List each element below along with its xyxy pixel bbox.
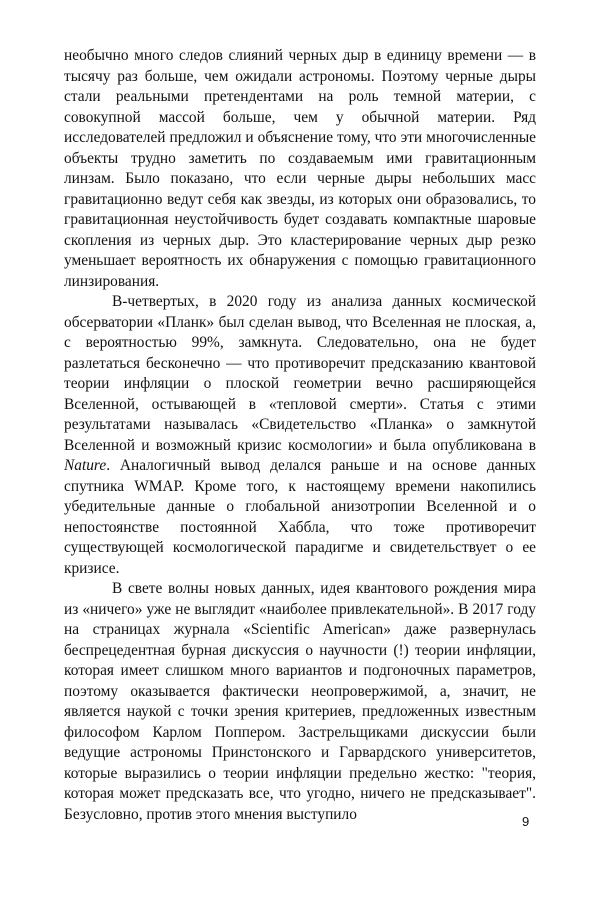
journal-name-nature: Nature (64, 457, 107, 474)
paragraph-2-text-b: . Аналогичный вывод делался раньше и на основе данных спутника WMAP. Кроме того, к настоящему времени накопились убедительные данные о глобальной анизотропии Вселенной и о непостоянстве постоянной Хаббла, что тоже противоречит существующей космологической парадигме и свидетельствует о ее кризисе. (64, 457, 536, 577)
paragraph-2 (64, 292, 536, 579)
paragraph-1-text: необычно много следов слияний черных дыр в единицу времени — в тысячу раз больше, чем ожидали астрономы. Поэтому черные дыры стали реальными претендентами на роль темной материи, с совокупной массой больше, чем у обычной материи. Ряд исследователей предложил и объяснение тому, что эти многочисленные объекты трудно заметить по создаваемым ими гравитационным линзам. Было показано, что если черные дыры небольших масс гравитационно ведут себя как звезды, из которых они образовались, то гравитационная неустойчивость будет создавать компактные шаровые скопления из черных дыр. Это кластерирование черных дыр резко уменьшает вероятность их обнаружения с помощью гравитационного линзирования. (64, 47, 536, 290)
page-text (64, 46, 536, 825)
paragraph-3-text: В свете волны новых данных, идея квантового рождения мира из «ничего» уже не выглядит «наиболее привлекательной». В 2017 году на страницах журнала «Scientific American» даже развернулась беспрецедентная бурная дискуссия о научности (!) теории инфляции, которая имеет слишком много вариантов и подгоночных параметров, поэтому оказывается фактически неопровержимой, а, значит, не является наукой с точки зрения критериев, предложенных известным философом Карлом Поппером. Застрельщиками дискуссии были ведущие астрономы Принстонского и Гарвардского университетов, которые выразились о теории инфляции предельно жестко: "теория, которая может предсказать все, что угодно, ничего не предсказывает". Безусловно, против этого мнения выступило (64, 580, 536, 823)
paragraph-2-text-a: В-четвертых, в 2020 году из анализа данных космической обсерватории «Планк» был сделан вывод, что Вселенная не плоская, а, с вероятностью 99%, замкнута. Следовательно, она не будет разлетаться бесконечно — что противоречит предсказанию квантовой теории инфляции о плоской геометрии вечно расширяющейся Вселенной, остывающей в «тепловой смерти». Статья с этими результатами называлась «Свидетельство «Планка» о замкнутой Вселенной и возможный кризис космологии» и была опубликована в (64, 293, 536, 454)
page-number: 9 (522, 814, 530, 829)
paragraph-1 (64, 46, 536, 292)
paragraph-3 (64, 579, 536, 825)
